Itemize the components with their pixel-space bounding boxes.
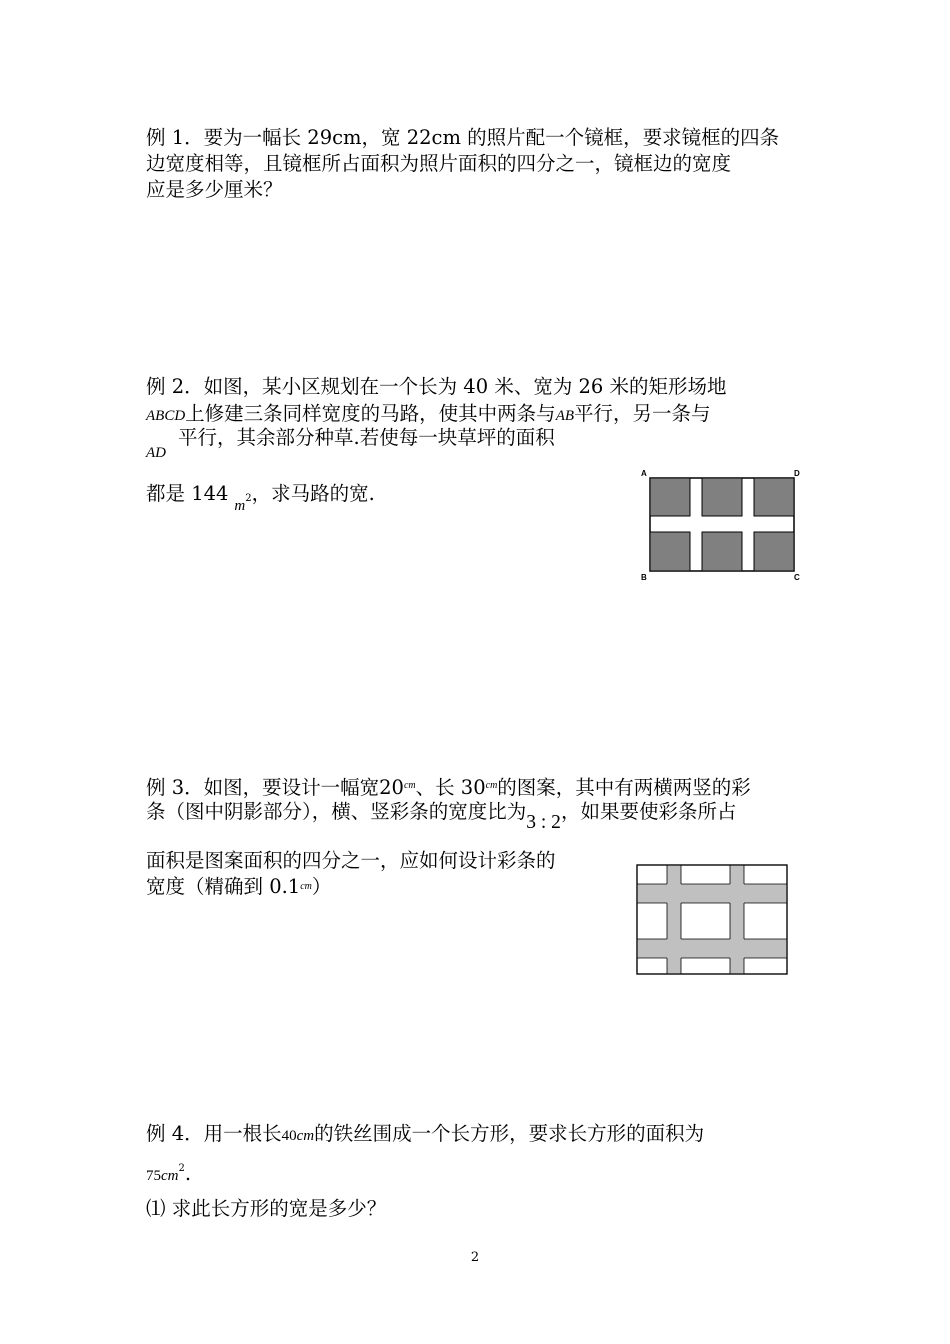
length-40: 40 [281, 1128, 297, 1144]
ex4-question-1: ⑴ 求此长方形的宽是多少？ [146, 1197, 387, 1220]
ex2-line4-a: 都是 144 [146, 482, 229, 505]
page-number: 2 [470, 1250, 480, 1265]
striped-pattern-figure [636, 864, 790, 976]
ex3-line4-a: 宽度（精确到 0.1 [146, 875, 301, 898]
road-layout-figure [636, 466, 806, 584]
ex3-line4 [146, 874, 331, 900]
ex3-line2-a: 条（图中阴影部分），横、竖彩条的宽度比为 [146, 800, 527, 823]
vertical-stripe-right [730, 865, 744, 974]
ex3-line4-b: ） [311, 875, 332, 898]
ex3-line1-a: 例 3．如图，要设计一幅宽 [146, 776, 380, 799]
ex4-line1 [146, 1121, 704, 1149]
lawn-br [754, 532, 794, 571]
ex2-line3: 平行，其余部分种草.若使每一块草坪的面积 [178, 426, 555, 449]
ex3-line3: 面积是图案面积的四分之一，应如何设计彩条的 [146, 849, 556, 872]
ex1-line3: 应是多少厘米？ [146, 178, 283, 201]
width-20: 20 [379, 776, 404, 799]
ex1-line1: 例 1．要为一幅长 29cm，宽 22cm 的照片配一个镜框，要求镜框的四条 [146, 126, 780, 149]
unit-cm-1: cm [403, 780, 416, 791]
area-sup-2: 2 [178, 1163, 185, 1174]
vertex-b: B [641, 573, 647, 582]
horizontal-stripe-top [637, 884, 787, 903]
label-ad: AD [146, 445, 166, 461]
ex2-line2-mid: 上修建三条同样宽度的马路，使其中两条与 [185, 402, 556, 425]
vertex-d: D [794, 469, 800, 478]
lawn-bm [702, 532, 742, 571]
ex2-line4-b: ，求马路的宽. [251, 482, 375, 505]
vertical-stripe-left [667, 865, 681, 974]
lawn-tm [702, 478, 742, 516]
ex1-line2: 边宽度相等，且镜框所占面积为照片面积的四分之一，镜框边的宽度 [146, 152, 732, 175]
ex4-dot: . [184, 1162, 192, 1185]
ex2-line4 [146, 476, 375, 514]
ex4-line1-b: 的铁丝围成一个长方形，要求长方形的面积为 [314, 1122, 705, 1145]
ex3-line1-b: 、长 30 [415, 776, 486, 799]
unit-cm-4: cm [296, 1128, 315, 1144]
label-ab: AB [555, 408, 575, 424]
ex3-line2-b: ，如果要使彩条所占 [560, 800, 737, 823]
vertex-a: A [641, 469, 647, 478]
sup-2: 2 [245, 493, 252, 504]
vertex-c: C [794, 573, 800, 582]
ratio-3-2: 3 : 2 [526, 812, 561, 833]
ex2-line1: 例 2．如图，某小区规划在一个长为 40 米、宽为 26 米的矩形场地 [146, 375, 727, 398]
area-75: 75 [146, 1168, 161, 1184]
ex3-line1 [146, 773, 751, 801]
unit-cm-3: cm [300, 881, 312, 892]
lawn-tr [754, 478, 794, 516]
area-unit-cm: cm [161, 1168, 179, 1184]
ex2-line2-end: 平行，另一条与 [574, 402, 711, 425]
unit-cm-2: cm [485, 780, 498, 791]
lawn-tl [650, 478, 690, 516]
horizontal-stripe-bottom [637, 939, 787, 958]
ex4-line1-a: 例 4．用一根长 [146, 1122, 282, 1145]
ex3-line2 [146, 799, 737, 833]
lawn-bl [650, 532, 690, 571]
ex4-line2 [146, 1156, 191, 1189]
unit-m: m [234, 498, 246, 514]
ex3-line1-c: 的图案，其中有两横两竖的彩 [497, 776, 751, 799]
label-abcd: ABCD [146, 408, 186, 424]
